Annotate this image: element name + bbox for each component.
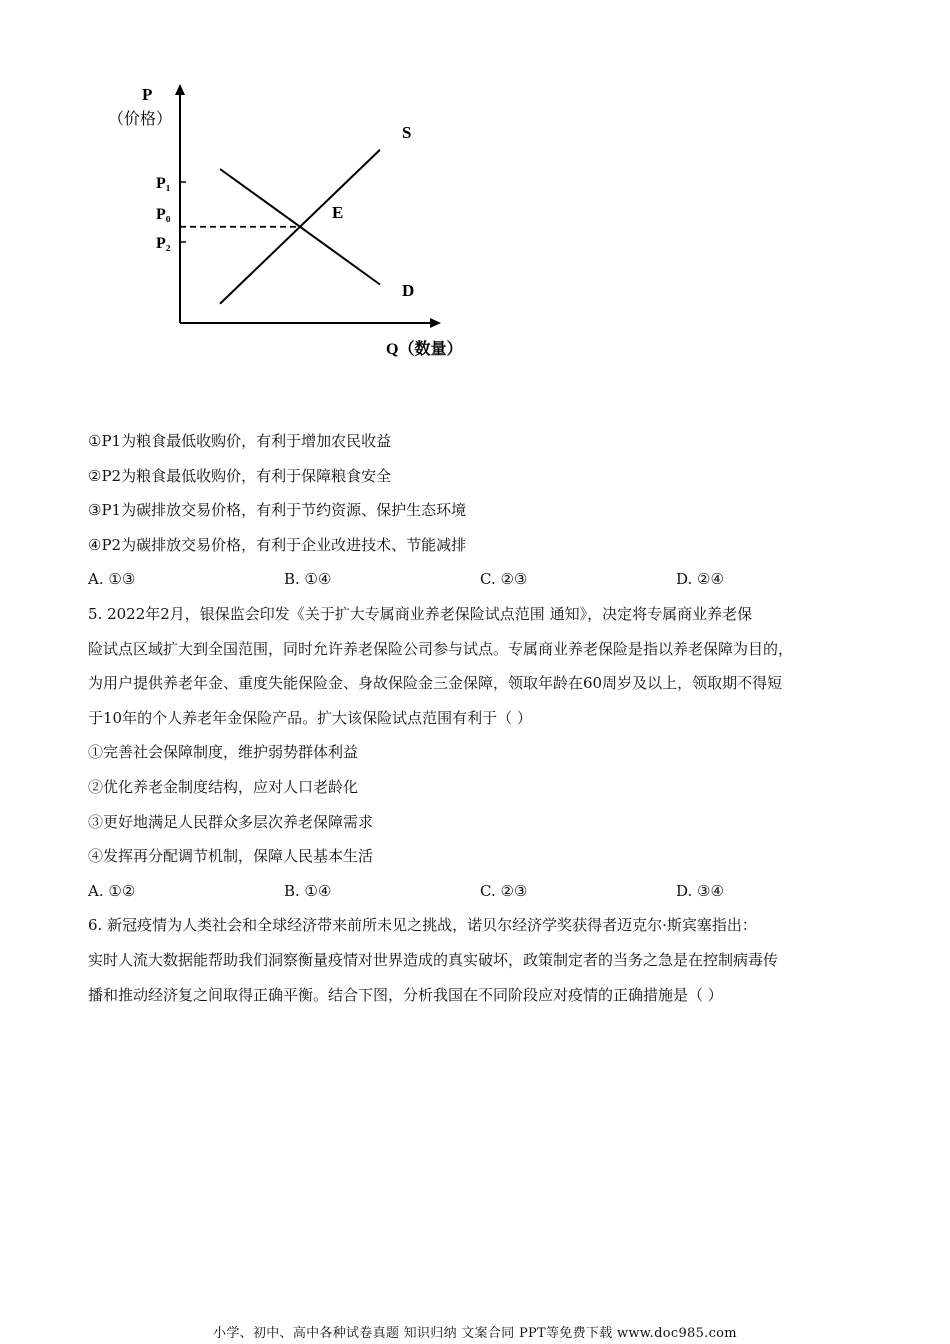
y-axis-label: P [142, 85, 153, 104]
q4-choice-d: D. ②④ [676, 570, 724, 589]
q4-option-3: ③P1为碳排放交易价格，有利于节约资源、保护生态环境 [88, 501, 467, 520]
q5-option-3: ③更好地满足人民群众多层次养老保障需求 [88, 812, 374, 831]
x-axis-arrow [430, 318, 441, 328]
q5-choice-a: A. ①② [88, 881, 136, 900]
supply-demand-chart [100, 82, 480, 372]
y-axis-arrow [175, 84, 185, 95]
q5-stem-line-2: 险试点区域扩大到全国范围，同时允许养老保险公司参与试点。专属商业养老保险是指以养老保障为目的， [88, 639, 794, 658]
q6-stem-line-2: 实时人流大数据能帮助我们洞察衡量疫情对世界造成的真实破坏，政策制定者的当务之急是在控制病毒传 [88, 950, 779, 969]
q4-option-2: ②P2为粮食最低收购价，有利于保障粮食安全 [88, 466, 392, 485]
x-axis-label: Q（数量） [386, 341, 463, 358]
y-tick-label-p2: P₂ [156, 235, 171, 252]
q5-stem-line-3: 为用户提供养老年金、重度失能保险金、身故保险金三金保障，领取年龄在60周岁及以上，领取期不得短 [88, 674, 783, 693]
demand-curve-label: D [402, 281, 415, 300]
supply-curve-label: S [402, 123, 412, 142]
q5-stem-line-4: 于10年的个人养老年金保险产品。扩大该保险试点范围有利于（ ） [88, 708, 532, 727]
q5-choice-d: D. ③④ [676, 881, 724, 900]
q5-choice-b: B. ①④ [284, 881, 332, 900]
q6-stem-line-1: 6. 新冠疫情为人类社会和全球经济带来前所未见之挑战，诺贝尔经济学奖获得者迈克尔·斯宾塞指出： [88, 916, 757, 935]
q4-choice-b: B. ①④ [284, 570, 332, 589]
y-axis-label-note: （价格） [108, 111, 173, 128]
y-tick-label-p1: P₁ [156, 175, 171, 192]
q4-option-4: ④P2为碳排放交易价格，有利于企业改进技术、节能减排 [88, 535, 467, 554]
q6-stem-line-3: 播和推动经济复之间取得正确平衡。结合下图，分析我国在不同阶段应对疫情的正确措施是（ ） [88, 985, 723, 1004]
y-tick-label-p0: P₀ [156, 206, 171, 223]
equilibrium-label: E [332, 203, 344, 222]
q4-choice-c: C. ②③ [480, 570, 528, 589]
q4-choices [88, 562, 878, 597]
q5-option-2: ②优化养老金制度结构，应对人口老龄化 [88, 777, 359, 796]
q5-option-4: ④发挥再分配调节机制，保障人民基本生活 [88, 847, 374, 866]
q5-choice-c: C. ②③ [480, 881, 528, 900]
q4-choice-a: A. ①③ [88, 570, 136, 589]
question-text [88, 424, 878, 1012]
q5-stem-line-1: 5. 2022年2月，银保监会印发《关于扩大专属商业养老保险试点范围 通知》，决定将专属商业养老保 [88, 604, 753, 623]
q4-option-1: ①P1为粮食最低收购价，有利于增加农民收益 [88, 432, 392, 450]
q5-choices [88, 874, 878, 909]
q5-option-1: ①完善社会保障制度，维护弱势群体利益 [88, 743, 359, 762]
footer-ad: 小学、初中、高中各种试卷真题 知识归纳 文案合同 PPT等免费下载 www.doc985.com [213, 1326, 737, 1341]
